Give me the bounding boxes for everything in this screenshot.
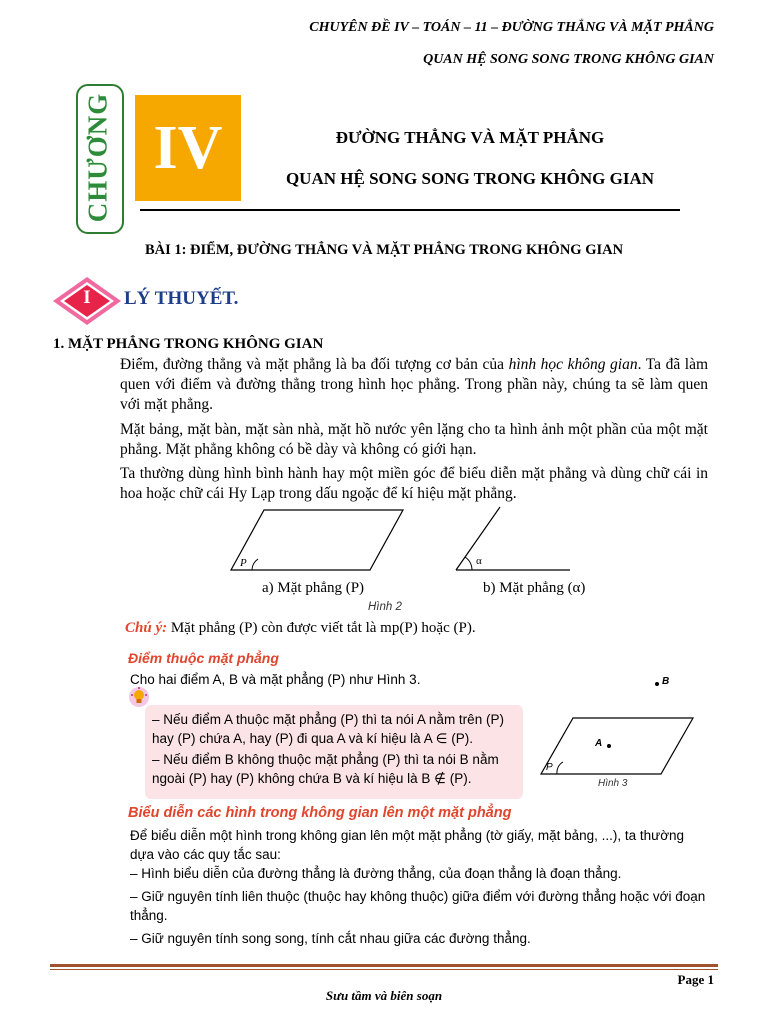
chapter-number: IV — [135, 95, 241, 201]
em-hinh-hoc: hình học không gian — [508, 356, 638, 373]
note-label: Chú ý: — [125, 620, 168, 636]
footer-credit: Sưu tầm và biên soạn — [325, 988, 443, 1003]
point-in-plane-heading: Điểm thuộc mặt phẳng — [128, 650, 279, 666]
representation-heading: Biểu diễn các hình trong không gian lên một mặt phẳng — [128, 805, 512, 821]
chapter-rule — [140, 209, 680, 211]
part1-paragraph-1: Điểm, đường thẳng và mặt phẳng là ba đối tượng cơ bản của hình học không gian. Ta đã làm quen với điểm và đường thẳng trong hình học phẳng. Trong phần này, chúng ta sẽ làm quen với mặt phẳng. — [120, 356, 709, 413]
representation-rule-3: – Giữ nguyên tính song song, tính cắt nhau giữa các đường thẳng. — [130, 931, 531, 946]
fig3-label-a: A — [595, 738, 603, 749]
page-number: Page 1 — [677, 972, 714, 987]
header-line-2: QUAN HỆ SONG SONG TRONG KHÔNG GIAN — [423, 52, 714, 67]
representation-rule-1: – Hình biểu diễn của đường thẳng là đường thẳng, của đoạn thẳng là đoạn thẳng. — [130, 866, 622, 881]
footer-rule-thin — [50, 969, 718, 970]
fig2-caption-b: b) Mặt phẳng (α) — [483, 580, 586, 596]
figure-2-drawing — [228, 505, 608, 577]
representation-intro: Để biểu diễn một hình trong không gian lên một mặt phẳng (tờ giấy, mặt bảng, ...), ta thường dựa vào các quy tắc sau: — [130, 828, 685, 862]
section-badge-label: I — [83, 287, 91, 308]
fig2-caption-a: a) Mặt phẳng (P) — [262, 580, 365, 596]
fig2-label-p: P — [240, 557, 247, 569]
part1-paragraph-3: Ta thường dùng hình bình hành hay một miền góc để biểu diễn mặt phẳng và dùng chữ cái in hoa hoặc chữ cái Hy Lạp trong dấu ngoặc để kí hiệu mặt phẳng. — [120, 465, 708, 502]
section-title: LÝ THUYẾT. — [124, 288, 239, 309]
point-in-plane-intro: Cho hai điểm A, B và mặt phẳng (P) như Hình 3. — [130, 672, 421, 687]
header-line-1: CHUYÊN ĐỀ IV – TOÁN – 11 – ĐƯỜNG THẲNG VÀ MẶT PHẲNG — [309, 20, 714, 35]
chapter-title-2: QUAN HỆ SONG SONG TRONG KHÔNG GIAN — [285, 169, 655, 188]
lightbulb-icon — [128, 686, 150, 708]
footer-rule-thick — [50, 964, 718, 967]
part1-paragraph-2: Mặt bảng, mặt bàn, mặt sàn nhà, mặt hồ nước yên lặng cho ta hình ảnh một phần của một mặt phẳng. Mặt phẳng không có bề dày và không có giới hạn. — [120, 421, 708, 458]
fig3-label-p: P — [546, 762, 553, 773]
lesson-title: BÀI 1: ĐIỂM, ĐƯỜNG THẲNG VÀ MẶT PHẲNG TRONG KHÔNG GIAN — [144, 242, 624, 258]
representation-rule-2: – Giữ nguyên tính liên thuộc (thuộc hay không thuộc) giữa điểm với đường thẳng hoặc với đoạn thẳng. — [130, 889, 706, 923]
part1-heading: 1. MẶT PHẲNG TRONG KHÔNG GIAN — [53, 336, 324, 352]
note: Chú ý: Mặt phẳng (P) còn được viết tắt là mp(P) hoặc (P). — [125, 620, 476, 636]
chapter-word: CHƯƠNG — [82, 92, 113, 222]
fig2-label-alpha: α — [476, 555, 482, 567]
chapter-title-1: ĐƯỜNG THẲNG VÀ MẶT PHẲNG — [335, 128, 605, 147]
fig3-label-b: B — [662, 676, 670, 687]
bullet-point-a: – Nếu điểm A thuộc mặt phẳng (P) thì ta nói A nằm trên (P) hay (P) chứa A, hay (P) đi qua A và kí hiệu là A ∈ (P). — [152, 712, 504, 746]
fig2-title: Hình 2 — [368, 601, 402, 613]
fig3-caption: Hình 3 — [598, 778, 628, 789]
figure-3-drawing — [535, 668, 715, 783]
bullet-point-b: – Nếu điểm B không thuộc mặt phẳng (P) thì ta nói B nằm ngoài (P) hay (P) không chứa B và kí hiệu là B ∉ (P). — [152, 752, 499, 786]
